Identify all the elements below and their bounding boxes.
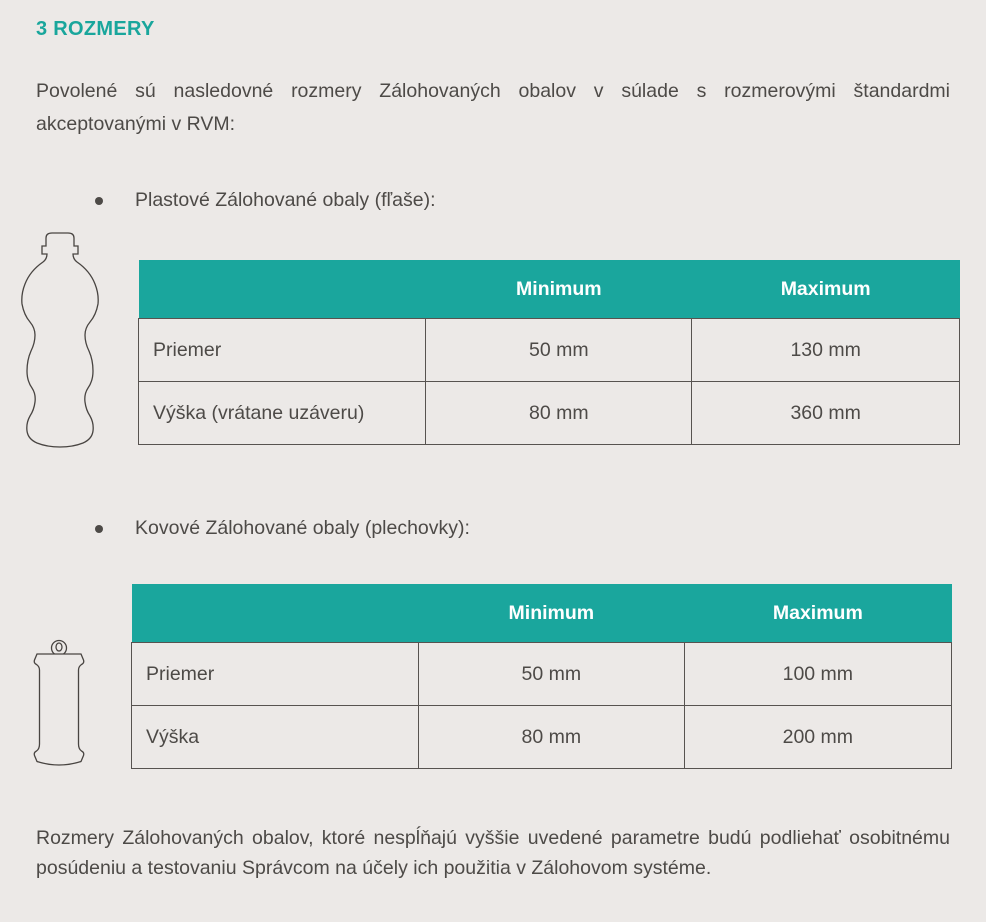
can-outline-icon — [20, 634, 98, 769]
max-value: 100 mm — [684, 643, 951, 706]
row-label: Výška (vrátane uzáveru) — [139, 382, 426, 445]
table-header-minimum: Minimum — [426, 260, 692, 319]
bullet-icon — [95, 197, 103, 205]
row-label: Výška — [132, 706, 419, 769]
min-value: 50 mm — [426, 319, 692, 382]
table-row — [139, 382, 960, 445]
min-value: 50 mm — [419, 643, 685, 706]
bottle-outline-icon — [18, 232, 102, 448]
max-value: 130 mm — [692, 319, 960, 382]
min-value: 80 mm — [419, 706, 685, 769]
table-header-maximum: Maximum — [684, 584, 951, 643]
intro-paragraph: Povolené sú nasledovné rozmery Zálohovaných obalov v súlade s rozmerovými štandardmi akceptovanými v RVM: — [36, 80, 950, 135]
table-header-minimum: Minimum — [419, 584, 685, 643]
table-header-row — [132, 584, 952, 643]
footer-paragraph: Rozmery Zálohovaných obalov, ktoré nespĺňajú vyššie uvedené parametre budú podliehať osobitnému posúdeniu a testovaniu Správcom na účely ich použitia v Zálohovom systéme. — [36, 827, 950, 879]
list-item-label: Kovové Zálohované obaly (plechovky): — [135, 517, 470, 539]
max-value: 200 mm — [684, 706, 951, 769]
table-header-row — [139, 260, 960, 319]
list-item-label: Plastové Zálohované obaly (fľaše): — [135, 189, 436, 211]
table-header-empty — [132, 584, 419, 643]
section-plastic-bottles — [36, 189, 950, 445]
section-metal-cans — [36, 517, 950, 769]
table-header-empty — [139, 260, 426, 319]
table-row — [132, 643, 952, 706]
min-value: 80 mm — [426, 382, 692, 445]
dimensions-table-metal — [131, 584, 952, 769]
bullet-icon — [95, 525, 103, 533]
page-title: 3 ROZMERY — [36, 18, 155, 40]
row-label: Priemer — [132, 643, 419, 706]
table-row — [139, 319, 960, 382]
row-label: Priemer — [139, 319, 426, 382]
max-value: 360 mm — [692, 382, 960, 445]
table-row — [132, 706, 952, 769]
list-item — [95, 189, 950, 212]
table-header-maximum: Maximum — [692, 260, 960, 319]
dimensions-table-plastic — [138, 260, 960, 445]
list-item — [95, 517, 950, 540]
